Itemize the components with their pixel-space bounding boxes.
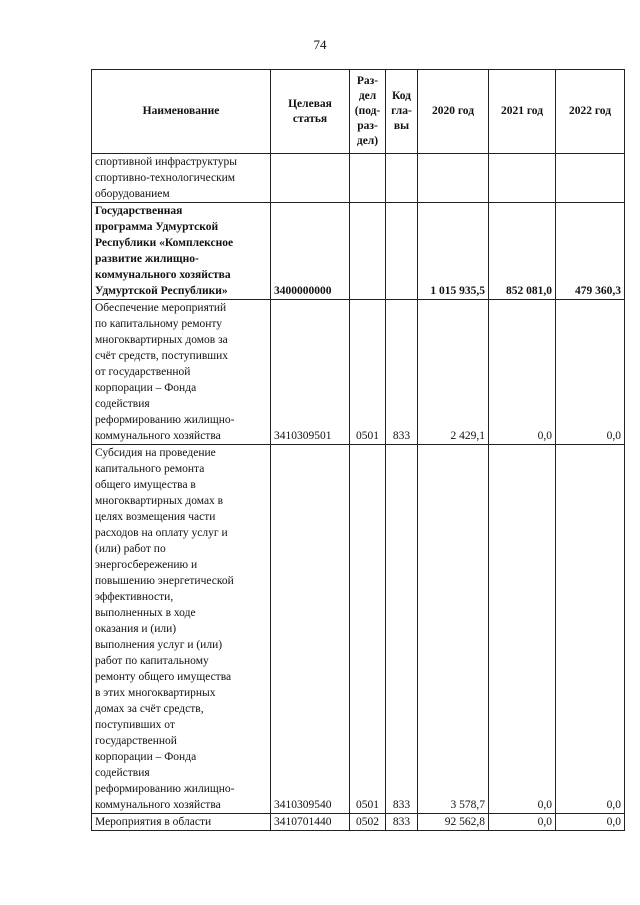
row-target — [271, 154, 350, 203]
header-name: Наименование — [92, 70, 271, 154]
table-row — [92, 300, 625, 445]
row-2021: 852 081,0 — [489, 203, 556, 300]
row-section: 0501 — [350, 445, 386, 814]
row-chapter: 833 — [386, 445, 418, 814]
row-chapter — [386, 154, 418, 203]
row-target: 3410309540 — [271, 445, 350, 814]
header-section: Раз- дел (под- раз- дел) — [350, 70, 386, 154]
table-row — [92, 154, 625, 203]
row-name: спортивной инфраструктуры спортивно-технологическим оборудованием — [92, 154, 271, 203]
row-2021: 0,0 — [489, 300, 556, 445]
row-2022 — [556, 154, 625, 203]
row-name: Мероприятия в области — [92, 814, 271, 831]
row-2021: 0,0 — [489, 814, 556, 831]
header-2020: 2020 год — [418, 70, 489, 154]
row-2022: 0,0 — [556, 814, 625, 831]
row-target: 3410309501 — [271, 300, 350, 445]
row-2020: 3 578,7 — [418, 445, 489, 814]
header-2021: 2021 год — [489, 70, 556, 154]
header-2022: 2022 год — [556, 70, 625, 154]
row-2021 — [489, 154, 556, 203]
row-section: 0502 — [350, 814, 386, 831]
header-target: Целевая статья — [271, 70, 350, 154]
row-section — [350, 154, 386, 203]
row-2022: 479 360,3 — [556, 203, 625, 300]
row-2020: 1 015 935,5 — [418, 203, 489, 300]
row-chapter: 833 — [386, 300, 418, 445]
row-2020: 92 562,8 — [418, 814, 489, 831]
row-name: Обеспечение мероприятий по капитальному ремонту многоквартирных домов за счёт средств, поступивших от государственной корпорации – Фонда содействия реформированию жилищно- коммунального хозяйства — [92, 300, 271, 445]
row-section: 0501 — [350, 300, 386, 445]
row-chapter — [386, 203, 418, 300]
row-2022: 0,0 — [556, 300, 625, 445]
table-row — [92, 203, 625, 300]
row-target: 3400000000 — [271, 203, 350, 300]
row-target: 3410701440 — [271, 814, 350, 831]
row-2020 — [418, 154, 489, 203]
page-number: 74 — [313, 37, 327, 52]
row-section — [350, 203, 386, 300]
row-2022: 0,0 — [556, 445, 625, 814]
row-chapter: 833 — [386, 814, 418, 831]
row-name: Субсидия на проведение капитального ремонта общего имущества в многоквартирных домах в целях возмещения части расходов на оплату услуг и (или) работ по энергосбережению и повышению энергетической эффективности, выполненных в ходе оказания и (или) выполнения услуг и (или) работ по капитальному ремонту общего имущества в этих многоквартирных домах за счёт средств, поступивших от государственной корпорации – Фонда содействия реформированию жилищно- коммунального хозяйства — [92, 445, 271, 814]
budget-table — [91, 69, 625, 831]
table-row — [92, 814, 625, 831]
row-2020: 2 429,1 — [418, 300, 489, 445]
table-row — [92, 445, 625, 814]
row-2021: 0,0 — [489, 445, 556, 814]
row-name: Государственная программа Удмуртской Республики «Комплексное развитие жилищно- коммунального хозяйства Удмуртской Республики» — [92, 203, 271, 300]
table-header-row — [92, 70, 625, 154]
header-chapter: Код гла- вы — [386, 70, 418, 154]
